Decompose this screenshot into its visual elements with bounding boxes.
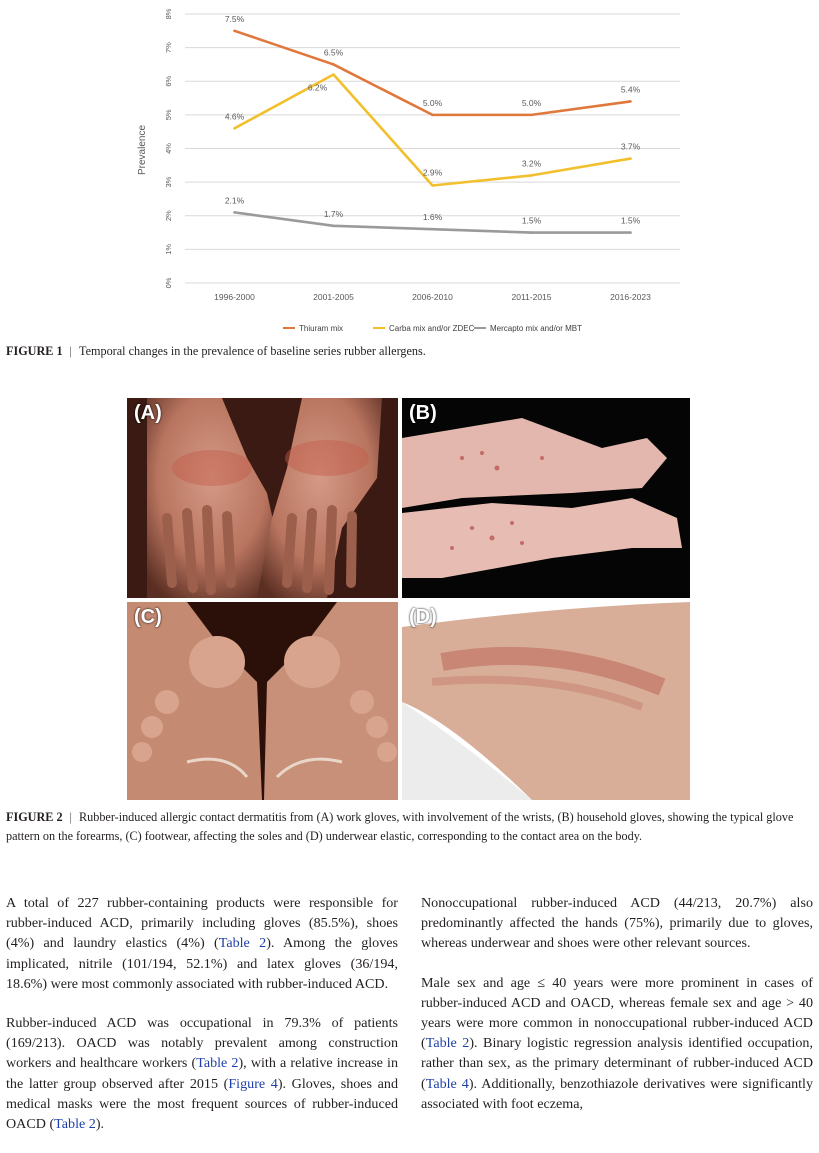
table-link[interactable]: Table 2	[54, 1116, 96, 1133]
data-point	[431, 184, 434, 187]
figure1-label: FIGURE 1	[6, 344, 63, 358]
data-point	[233, 30, 236, 33]
data-label: 6.2%	[307, 82, 328, 93]
y-tick-label: 2%	[164, 210, 173, 222]
body-right-column	[421, 893, 813, 1133]
table-link[interactable]: Table 2	[196, 1055, 239, 1072]
hands-image	[127, 398, 398, 598]
text: A total of 227 rubber-containing products were responsible for rubber-induced ACD, primarily including gloves (85.5%), shoes (4%) and laundry elastics (4%) (	[6, 895, 398, 952]
x-tick-label: 1996-2000	[214, 292, 255, 302]
legend-label: Thiuram mix	[299, 324, 344, 333]
figure1-caption	[6, 342, 814, 361]
data-point	[431, 114, 434, 117]
paragraph	[6, 893, 398, 994]
figure1-caption-text: Temporal changes in the prevalence of baseline series rubber allergens.	[79, 344, 426, 358]
soles-image	[127, 602, 398, 800]
data-label: 5.4%	[620, 84, 641, 95]
x-tick-label: 2011-2015	[511, 292, 552, 302]
text: Male sex and age ≤ 40 years were more prominent in cases of rubber-induced ACD and OACD, whereas female sex and age > 40 years were more common in nonoccupational rubber-induced ACD (	[421, 974, 813, 1052]
panel-label-b: (B)	[409, 402, 437, 424]
photo-panel-c	[127, 602, 398, 800]
data-point	[332, 225, 335, 228]
data-point	[332, 63, 335, 66]
figure2-caption-text: Rubber-induced allergic contact dermatitis from (A) work gloves, with involvement of the wrists, (B) household gloves, showing the typical glove pattern on the forearms, (C) footwear, affecting the soles and (D) underwear elastic, corresponding to the contact area on the body.	[6, 810, 794, 843]
figure2-label: FIGURE 2	[6, 810, 63, 824]
data-point	[530, 114, 533, 117]
text: ). Among the gloves implicated, nitrile (101/194, 52.1%) and latex gloves (36/194, 18.6%) were most commonly associated with rubber-induced ACD.	[6, 935, 398, 992]
data-point	[233, 127, 236, 130]
figure1-chart	[0, 0, 819, 345]
data-label: 1.5%	[620, 215, 641, 226]
data-point	[629, 100, 632, 103]
data-point	[629, 231, 632, 234]
text: ). Binary logistic regression analysis identified occupation, rather than sex, as the primary determinant of rubber-induced ACD (	[421, 1035, 814, 1092]
y-tick-label: 3%	[164, 176, 173, 188]
table-link[interactable]: Table 2	[218, 935, 267, 952]
data-label: 6.5%	[323, 47, 344, 58]
body-left-column	[6, 893, 398, 1153]
y-tick-label: 5%	[164, 109, 173, 121]
forearms-image	[402, 398, 690, 598]
y-tick-label: 7%	[164, 42, 173, 54]
legend-label: Carba mix and/or ZDEC	[389, 324, 475, 333]
data-label: 4.6%	[224, 111, 245, 122]
x-tick-label: 2001-2005	[313, 292, 354, 302]
data-label: 3.7%	[620, 141, 641, 152]
data-label: 5.0%	[422, 97, 443, 108]
data-label: 7.5%	[224, 13, 245, 24]
panel-label-c: (C)	[134, 606, 162, 628]
y-axis-label: Prevalence	[137, 124, 148, 176]
data-label: 5.0%	[521, 97, 542, 108]
data-label: 1.7%	[323, 208, 344, 219]
data-point	[233, 211, 236, 214]
waist-image	[402, 602, 690, 800]
text: Rubber-induced ACD was occupational in 79.3% of patients (169/213). OACD was notably prevalent among construction workers and healthcare workers (	[6, 1015, 398, 1072]
legend-label: Mercapto mix and/or MBT	[490, 324, 583, 333]
figure2-caption	[6, 808, 814, 846]
table-link[interactable]: Table 4	[425, 1075, 469, 1092]
figure1-separator: |	[69, 344, 72, 358]
paragraph	[421, 973, 813, 1114]
text: ). Additionally, benzothiazole derivatives were significantly associated with foot eczema,	[421, 1075, 813, 1112]
figure-link[interactable]: Figure 4	[228, 1075, 278, 1092]
y-tick-label: 4%	[164, 143, 173, 154]
data-label: 1.6%	[422, 212, 443, 223]
data-point	[431, 228, 434, 231]
data-point	[530, 174, 533, 177]
paragraph	[421, 893, 813, 954]
text: ). Gloves, shoes and medical masks were the most frequent sources of rubber-induced OACD (	[6, 1075, 399, 1133]
x-tick-label: 2016-2023	[610, 292, 651, 302]
text: ).	[95, 1116, 105, 1133]
x-tick-label: 2006-2010	[412, 292, 453, 302]
photo-panel-d	[402, 602, 690, 800]
photo-panel-b	[402, 398, 690, 598]
text: Nonoccupational rubber-induced ACD (44/213, 20.7%) also predominantly affected the hands (75%), primarily due to gloves, whereas underwear and shoes were other relevant sources.	[421, 895, 813, 952]
data-label: 3.2%	[521, 158, 542, 169]
data-point	[530, 231, 533, 234]
y-tick-label: 8%	[164, 8, 173, 20]
panel-label-d: (D)	[409, 606, 437, 628]
table-link[interactable]: Table 2	[425, 1035, 470, 1052]
data-label: 2.9%	[422, 167, 443, 178]
text: ), with a relative increase in the latter group observed after 2015 (	[6, 1055, 398, 1092]
y-tick-label: 1%	[164, 243, 173, 255]
data-label: 2.1%	[224, 195, 245, 206]
data-label: 1.5%	[521, 215, 542, 226]
data-point	[332, 73, 335, 76]
y-tick-label: 0%	[164, 277, 173, 289]
y-tick-label: 6%	[164, 75, 173, 87]
photo-panel-a	[127, 398, 398, 598]
panel-label-a: (A)	[134, 402, 162, 424]
paragraph	[6, 1013, 398, 1134]
data-point	[629, 157, 632, 160]
figure2-separator: |	[69, 810, 72, 824]
